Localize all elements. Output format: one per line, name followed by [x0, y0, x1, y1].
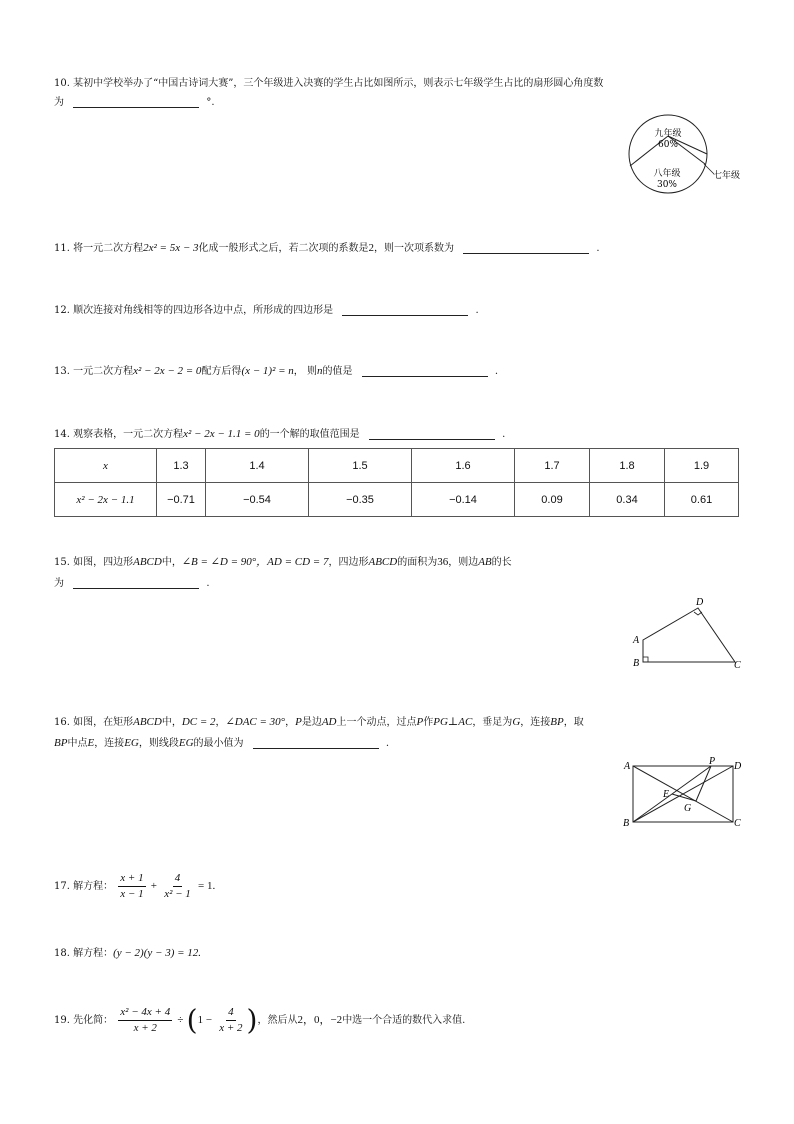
question-16: 16. 如图，在矩形ABCD中，DC = 2，∠DAC = 30°，P是边AD上一个动点，过点P作PG⊥AC，垂足为G，连接BP，取: [54, 716, 584, 728]
pie-chart-figure: [620, 114, 750, 204]
question-number: 14.: [54, 429, 70, 440]
right-paren: ): [246, 1003, 258, 1037]
point-label-g: G: [684, 803, 692, 814]
vertex-label-c: C: [734, 818, 741, 829]
vertex-label-a: A: [633, 635, 640, 646]
answer-blank[interactable]: [342, 303, 468, 316]
question-12: 12. 顺次连接对角线相等的四边形各边中点，所形成的四边形是 .: [54, 305, 479, 316]
answer-blank[interactable]: [73, 95, 199, 108]
question-number: 12.: [54, 305, 70, 316]
table-cell: −0.35: [309, 483, 412, 517]
pie-label-grade7: 七年级: [713, 171, 741, 181]
table-header-x: x: [55, 449, 157, 483]
question-13: 13. 一元二次方程x² − 2x − 2 = 0配方后得(x − 1)² = n， 则n的值是 .: [54, 365, 499, 377]
question-10: [54, 74, 603, 93]
pie-pct-grade8: 30%: [656, 180, 678, 190]
question-number: 18.: [54, 948, 70, 959]
table-cell: −0.54: [206, 483, 309, 517]
table-cell: 1.6: [412, 449, 515, 483]
equation: x² − 2x − 1.1 = 0: [183, 428, 260, 440]
answer-blank[interactable]: [73, 576, 199, 589]
vertex-label-d: D: [734, 761, 742, 772]
table-cell: −0.14: [412, 483, 515, 517]
question-text: 某初中学校举办了“中国古诗词大赛”，三个年级进入决赛的学生占比如图所示，则表示七年级学生占比的扇形圆心角度数: [73, 78, 604, 89]
point-label-e: E: [663, 789, 670, 800]
question-10-answer-line: 为 °.: [54, 97, 215, 108]
table-cell: −0.71: [157, 483, 206, 517]
fraction: $\frac{\text{x² − 4x + 4}}{x + 2}$: [120, 1006, 171, 1034]
question-18: 18. 解方程：(y − 2)(y − 3) = 12.: [54, 947, 202, 959]
right-angle-mark-d: [694, 612, 702, 615]
vertex-label-b: B: [633, 658, 640, 669]
question-11: 11. 将一元二次方程2x² = 5x − 3化成一般形式之后，若二次项的系数是2，则一次项系数为 .: [54, 242, 600, 254]
answer-blank[interactable]: [253, 736, 379, 749]
quadrilateral-abcd: [643, 608, 735, 662]
table-cell: 1.9: [665, 449, 739, 483]
vertex-label-c: C: [734, 660, 741, 671]
table-cell: 0.34: [590, 483, 665, 517]
table-header-expr: x² − 2x − 1.1: [55, 483, 157, 517]
table-cell: 1.3: [157, 449, 206, 483]
observation-table: [54, 448, 739, 517]
right-angle-mark-b: [643, 657, 648, 662]
equation: (y − 2)(y − 3) = 12.: [113, 947, 202, 959]
condition: ∠B = ∠D = 90°，AD = CD = 7: [181, 556, 329, 568]
answer-blank[interactable]: [369, 427, 495, 440]
question-17: 17. 解方程： $\frac{x + 1}{x - 1}$ + $\frac{4}{\text{x² − 1}}$ = 1.: [54, 872, 216, 900]
table-cell: 1.4: [206, 449, 309, 483]
point-label-p: P: [709, 756, 716, 767]
vertex-label-d: D: [696, 597, 704, 608]
vertex-label-a: A: [624, 761, 631, 772]
equation: x² − 2x − 2 = 0: [133, 365, 202, 377]
question-16-line2: BP中点E，连接EG，则线段EG的最小值为 .: [54, 737, 390, 749]
question-15: 15. 如图，四边形ABCD中，∠B = ∠D = 90°，AD = CD = 7，四边形ABCD的面积为36，则边AB的长: [54, 556, 512, 568]
question-number: 10.: [54, 78, 70, 89]
fraction: $\frac{x + 1}{x - 1}$: [120, 872, 144, 900]
table-cell: 0.09: [515, 483, 590, 517]
table-row: [55, 449, 739, 483]
equation: (x − 1)² = n: [241, 365, 294, 377]
question-number: 16.: [54, 717, 70, 728]
question-number: 13.: [54, 366, 70, 377]
fraction: $\frac{4}{\text{x² − 1}}$: [164, 872, 191, 900]
question-number: 19.: [54, 1015, 70, 1026]
table-cell: 1.7: [515, 449, 590, 483]
quadrilateral-figure: [626, 596, 746, 672]
pie-pct-grade9: 60%: [657, 140, 679, 150]
rectangle-figure: [620, 756, 750, 831]
table-cell: 0.61: [665, 483, 739, 517]
question-19: 19. 先化简： $\frac{\text{x² − 4x + 4}}{x + 2}$ ÷ (1 − $\frac{4}{x + 2}$ )，然后从2，0，−2中选一个合适的数代入求值.: [54, 1003, 466, 1037]
table-cell: 1.5: [309, 449, 412, 483]
question-15-answer-line: 为 .: [54, 578, 210, 589]
left-paren: (: [186, 1003, 198, 1037]
question-14: 14. 观察表格，一元二次方程x² − 2x − 1.1 = 0的一个解的取值范围是 .: [54, 428, 506, 440]
question-number: 17.: [54, 881, 70, 892]
question-number: 15.: [54, 557, 70, 568]
table-row: [55, 483, 739, 517]
pie-label-grade8: 八年级: [653, 169, 681, 179]
question-number: 11.: [54, 243, 70, 254]
pie-label-grade9: 九年级: [654, 129, 682, 139]
equation: 2x² = 5x − 3: [143, 242, 199, 254]
table-cell: 1.8: [590, 449, 665, 483]
answer-blank[interactable]: [362, 364, 488, 377]
vertex-label-b: B: [623, 818, 630, 829]
fraction: $\frac{4}{x + 2}$: [219, 1006, 243, 1034]
answer-blank[interactable]: [463, 241, 589, 254]
